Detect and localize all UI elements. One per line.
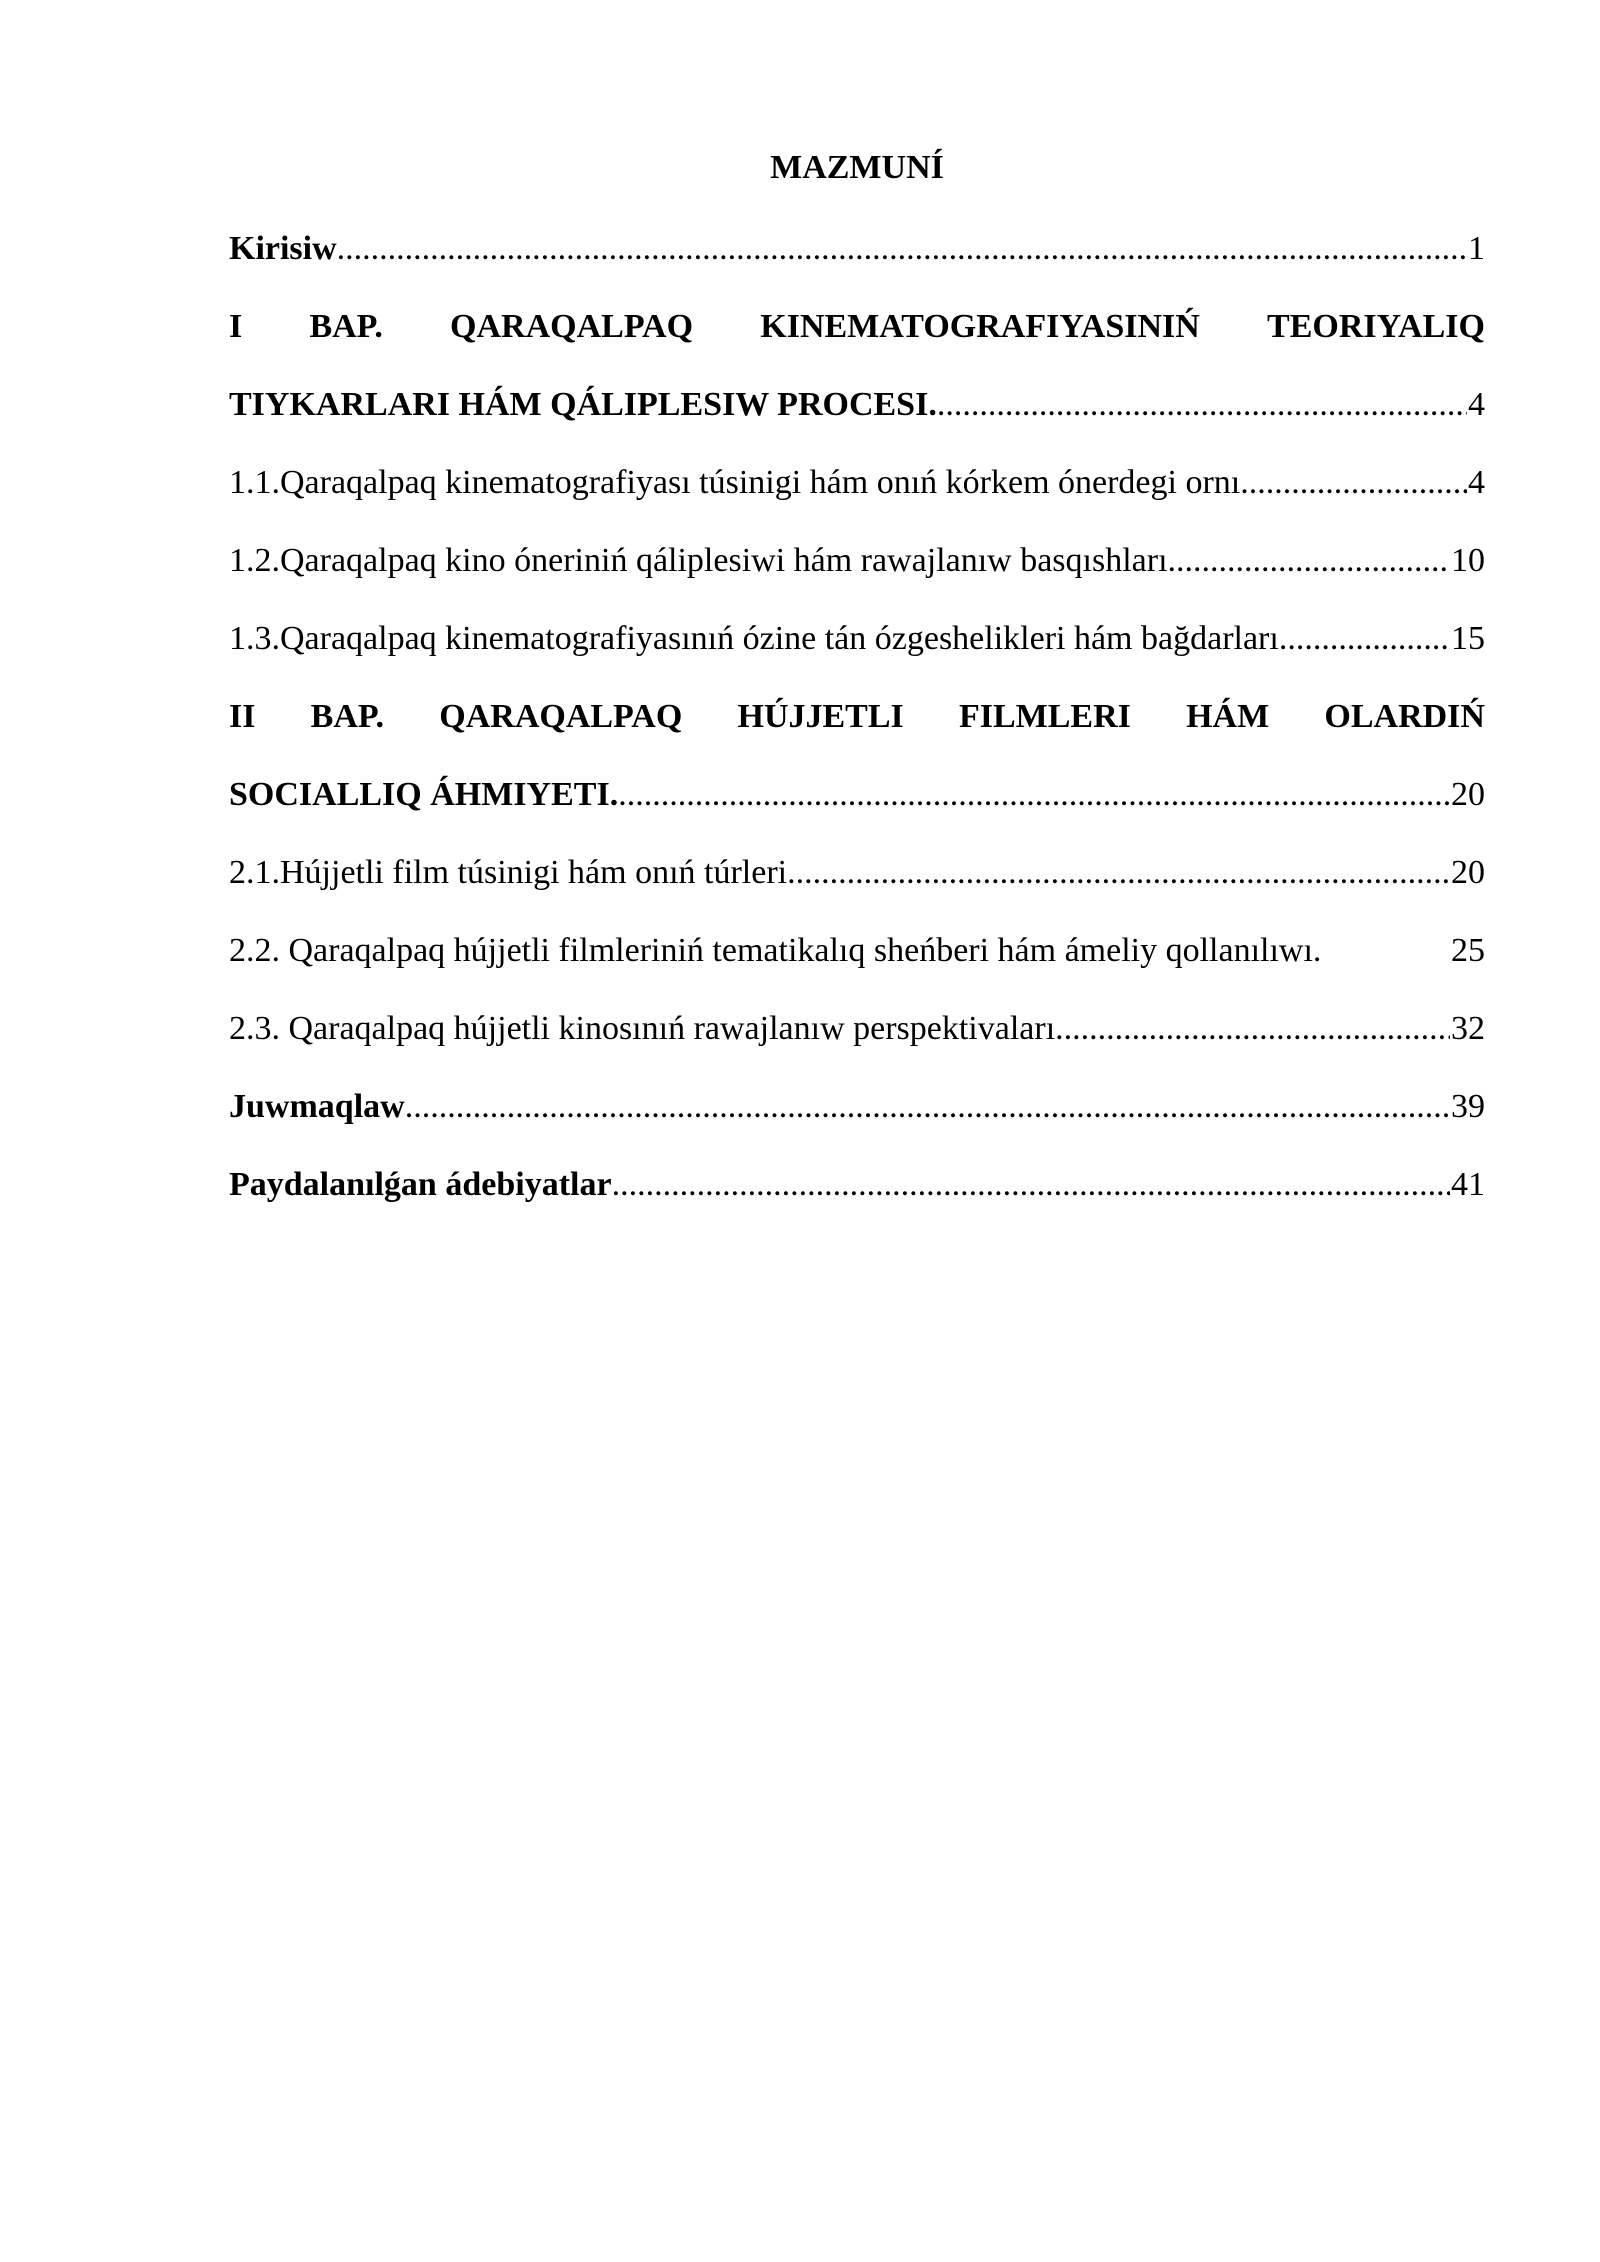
toc-entry-label: SOCIALLIQ ÁHMIYETI. — [229, 776, 619, 813]
toc-entry-page: 4 — [1468, 464, 1485, 501]
dot-leader — [1168, 522, 1450, 600]
dot-leader — [1240, 444, 1467, 522]
toc-entry-section-1-2[interactable] — [229, 522, 1485, 600]
table-of-contents — [229, 210, 1485, 1224]
toc-entry-page: 1 — [1468, 230, 1485, 267]
dot-leader — [787, 834, 1450, 912]
chapter-word: BAP. — [309, 308, 383, 345]
dot-leader — [405, 1068, 1450, 1146]
chapter-word: QARAQALPAQ — [439, 698, 683, 735]
toc-entry-label: 2.1.Húјjetli film túsinigi hám onıń túrleri — [229, 854, 788, 891]
toc-entry-section-2-3[interactable] — [229, 990, 1485, 1068]
toc-entry-conclusion[interactable] — [229, 1068, 1485, 1146]
toc-entry-page: 25 — [1451, 932, 1485, 969]
toc-entry-label: 2.2. Qaraqalpaq húјjetli filmleriniń tematikalıq sheńberi hám ámeliy qollanılıwı. — [229, 932, 1322, 969]
toc-entry-page: 39 — [1451, 1088, 1485, 1125]
toc-entry-page: 20 — [1451, 776, 1485, 813]
toc-entry-label: 1.1.Qaraqalpaq kinematografiyası túsinigi hám onıń kórkem ónerdegi ornı — [229, 464, 1241, 501]
chapter-word: TEORIYALIQ — [1267, 308, 1485, 345]
toc-entry-page: 41 — [1451, 1166, 1485, 1203]
toc-entry-label: 2.3. Qaraqalpaq húјjetli kinosınıń rawajlanıw perspektivaları — [229, 1010, 1056, 1047]
toc-entry-chapter-2[interactable] — [229, 678, 1485, 834]
chapter-heading-line-1 — [229, 678, 1485, 756]
toc-entry-page: 20 — [1451, 854, 1485, 891]
chapter-heading-line-2 — [229, 756, 1485, 834]
toc-entry-section-2-2[interactable] — [229, 912, 1485, 990]
toc-entry-label: 1.3.Qaraqalpaq kinematografiyasınıń ózine tán ózgeshelikleri hám bağdarları. — [229, 620, 1288, 657]
chapter-word: BAP. — [310, 698, 385, 735]
dot-leader — [1055, 990, 1450, 1068]
toc-title: MAZMUNÍ — [770, 149, 944, 186]
chapter-word: II — [229, 698, 256, 735]
toc-entry-page: 32 — [1451, 1010, 1485, 1047]
toc-entry-introduction[interactable] — [229, 210, 1485, 288]
document-page — [229, 148, 1485, 1224]
toc-entry-page: 4 — [1468, 386, 1485, 423]
toc-entry-section-2-1[interactable] — [229, 834, 1485, 912]
toc-entry-section-1-1[interactable] — [229, 444, 1485, 522]
chapter-word: KINEMATOGRAFIYASINIŃ — [760, 308, 1200, 345]
toc-entry-label: Juwmaqlaw — [229, 1088, 405, 1125]
toc-entry-section-1-3[interactable] — [229, 600, 1485, 678]
dot-leader — [612, 1146, 1450, 1224]
toc-entry-label: Kirisiw — [229, 230, 337, 267]
chapter-word: FILMLERI — [958, 698, 1131, 735]
chapter-word: HÁM — [1186, 698, 1270, 735]
toc-entry-label: 1.2.Qaraqalpaq kino óneriniń qáliplesiwi hám rawajlanıw basqıshları — [229, 542, 1168, 579]
dot-leader — [937, 366, 1467, 444]
chapter-word: I — [229, 308, 243, 345]
dot-leader — [618, 756, 1450, 834]
chapter-word: OLARDIŃ — [1324, 698, 1485, 735]
toc-entry-label: Paydalanılǵan ádebiyatlar — [229, 1166, 612, 1203]
chapter-word: HÚJJETLI — [737, 698, 904, 735]
toc-entry-references[interactable] — [229, 1146, 1485, 1224]
chapter-heading-line-1 — [229, 288, 1485, 366]
toc-entry-label: TIYKARLARI HÁM QÁLIPLESIW PROCESI. — [229, 386, 937, 423]
toc-entry-page: 15 — [1451, 620, 1485, 657]
chapter-heading-line-2 — [229, 366, 1485, 444]
chapter-word: QARAQALPAQ — [450, 308, 694, 345]
toc-entry-chapter-1[interactable] — [229, 288, 1485, 444]
dot-leader — [337, 210, 1467, 288]
dot-leader — [1287, 600, 1450, 678]
toc-entry-page: 10 — [1451, 542, 1485, 579]
